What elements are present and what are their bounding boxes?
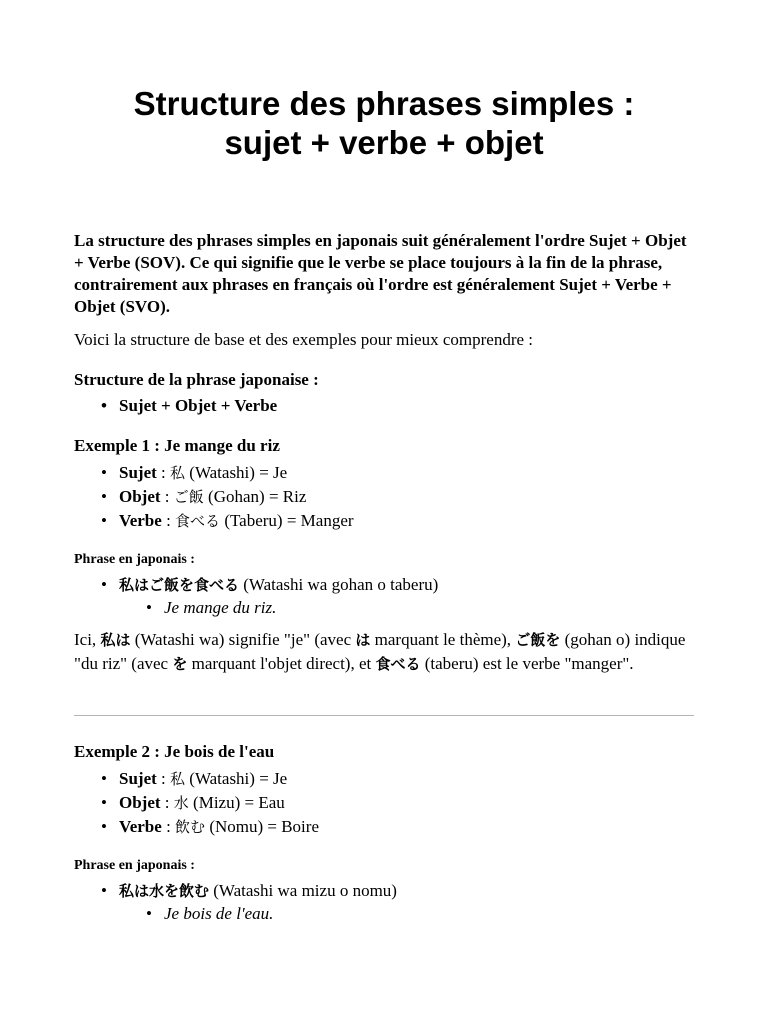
list-item: • Sujet : 私 (Watashi) = Je <box>74 461 696 485</box>
intro-paragraph: La structure des phrases simples en japonais suit généralement l'ordre Sujet + Objet + Verbe (SOV). Ce qui signifie que le verbe se place toujours à la fin de la phrase, contrairement aux phrases en français où l'ordre est généralement Sujet + Verbe + Objet (SVO). <box>74 231 687 316</box>
list-item: • Objet : 水 (Mizu) = Eau <box>74 791 696 815</box>
example-1-vocab-list <box>74 461 696 533</box>
list-item: • Sujet : 私 (Watashi) = Je <box>74 767 696 791</box>
list-item: • Verbe : 食べる (Taberu) = Manger <box>74 509 696 533</box>
example-1-phrase-heading: Phrase en japonais : <box>74 552 195 567</box>
example-1-explanation: Ici, 私は (Watashi wa) signifie "je" (avec は marquant le thème), ご飯を (gohan o) indique "du riz" (avec を marquant l'objet direct), et 食べる (taberu) est le verbe "manger". <box>74 630 686 673</box>
page-title <box>0 84 768 162</box>
structure-section <box>74 369 696 418</box>
example-1-section <box>74 435 696 533</box>
example-2-section <box>74 741 696 839</box>
example-2-vocab-list <box>74 767 696 839</box>
structure-list <box>74 394 696 418</box>
example-1-phrase <box>74 573 696 619</box>
list-item: • Je bois de l'eau. <box>74 903 696 925</box>
list-item: • Verbe : 飲む (Nomu) = Boire <box>74 815 696 839</box>
title-line-2: sujet + verbe + objet <box>224 124 544 161</box>
voici-paragraph: Voici la structure de base et des exemples pour mieux comprendre : <box>74 330 534 349</box>
title-line-1: Structure des phrases simples : <box>133 85 635 122</box>
section-divider <box>74 715 694 716</box>
example-1-phrase-list <box>74 573 696 597</box>
example-1-heading: Exemple 1 : Je mange du riz <box>74 436 280 455</box>
example-2-phrase <box>74 879 696 925</box>
example-2-phrase-heading: Phrase en japonais : <box>74 858 195 873</box>
list-item: • 私はご飯を食べる (Watashi wa gohan o taberu) <box>74 573 696 597</box>
example-2-phrase-list <box>74 879 696 903</box>
example-1-translation-list <box>74 597 696 619</box>
list-item: • Objet : ご飯 (Gohan) = Riz <box>74 485 696 509</box>
list-item: • 私は水を飲む (Watashi wa mizu o nomu) <box>74 879 696 903</box>
structure-heading: Structure de la phrase japonaise : <box>74 370 319 389</box>
list-item: • Sujet + Objet + Verbe <box>74 394 696 418</box>
example-2-heading: Exemple 2 : Je bois de l'eau <box>74 742 275 761</box>
example-2-translation-list <box>74 903 696 925</box>
list-item: • Je mange du riz. <box>74 597 696 619</box>
